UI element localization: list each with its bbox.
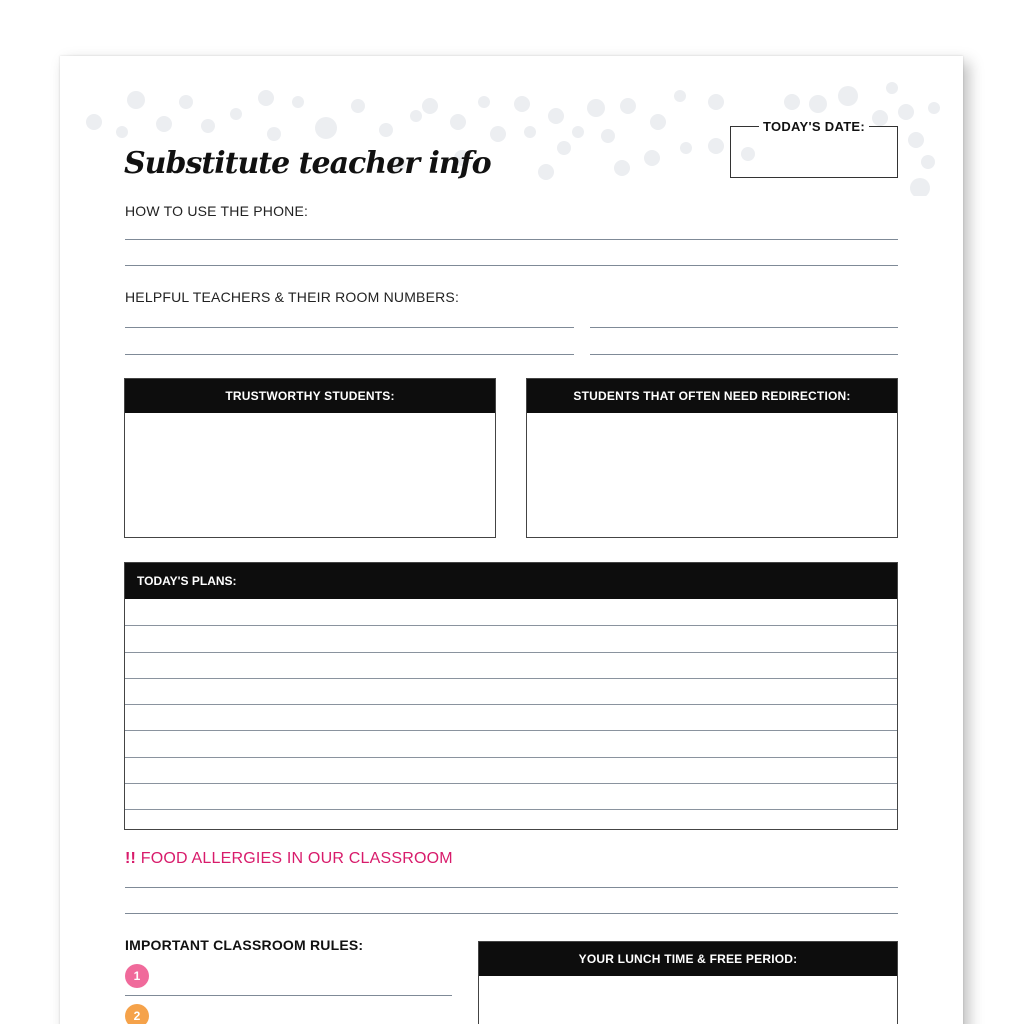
- plan-row[interactable]: [125, 757, 897, 783]
- redirection-students-header: STUDENTS THAT OFTEN NEED REDIRECTION:: [527, 379, 897, 413]
- rule-number-badge: 2: [125, 1004, 149, 1024]
- allergies-line-1[interactable]: [125, 887, 898, 888]
- plan-row[interactable]: [125, 652, 897, 678]
- plan-row[interactable]: [125, 783, 897, 809]
- alert-icon: !!: [125, 850, 137, 867]
- todays-plans-box[interactable]: [124, 562, 898, 830]
- page-title: Substitute teacher info: [124, 146, 491, 181]
- todays-date-box[interactable]: [730, 119, 898, 178]
- plan-row[interactable]: [125, 678, 897, 704]
- lunch-time-box[interactable]: [478, 941, 898, 1024]
- phone-line-2[interactable]: [125, 265, 898, 266]
- helpful-teachers-line-2b[interactable]: [590, 354, 898, 355]
- todays-date-label: TODAY'S DATE:: [759, 119, 869, 134]
- plan-row[interactable]: [125, 704, 897, 730]
- phone-line-1[interactable]: [125, 239, 898, 240]
- helpful-teachers-line-1a[interactable]: [125, 327, 574, 328]
- lunch-time-header: YOUR LUNCH TIME & FREE PERIOD:: [479, 942, 897, 976]
- plan-row[interactable]: [125, 625, 897, 651]
- trustworthy-students-box[interactable]: [124, 378, 496, 538]
- plan-row[interactable]: [125, 599, 897, 625]
- plan-row[interactable]: [125, 730, 897, 756]
- food-allergies-label: FOOD ALLERGIES IN OUR CLASSROOM: [140, 850, 453, 867]
- plan-row[interactable]: [125, 809, 897, 835]
- trustworthy-students-header: TRUSTWORTHY STUDENTS:: [125, 379, 495, 413]
- food-allergies-heading: [125, 850, 453, 868]
- rule-line-1[interactable]: [125, 995, 452, 996]
- helpful-teachers-line-1b[interactable]: [590, 327, 898, 328]
- worksheet-page: [60, 56, 963, 1024]
- helpful-teachers-label: HELPFUL TEACHERS & THEIR ROOM NUMBERS:: [125, 289, 460, 305]
- todays-plans-header: TODAY'S PLANS:: [125, 563, 897, 599]
- rule-number-badge: 1: [125, 964, 149, 988]
- redirection-students-box[interactable]: [526, 378, 898, 538]
- phone-label: HOW TO USE THE PHONE:: [125, 203, 309, 219]
- helpful-teachers-line-2a[interactable]: [125, 354, 574, 355]
- allergies-line-2[interactable]: [125, 913, 898, 914]
- classroom-rules-heading: IMPORTANT CLASSROOM RULES:: [125, 937, 364, 953]
